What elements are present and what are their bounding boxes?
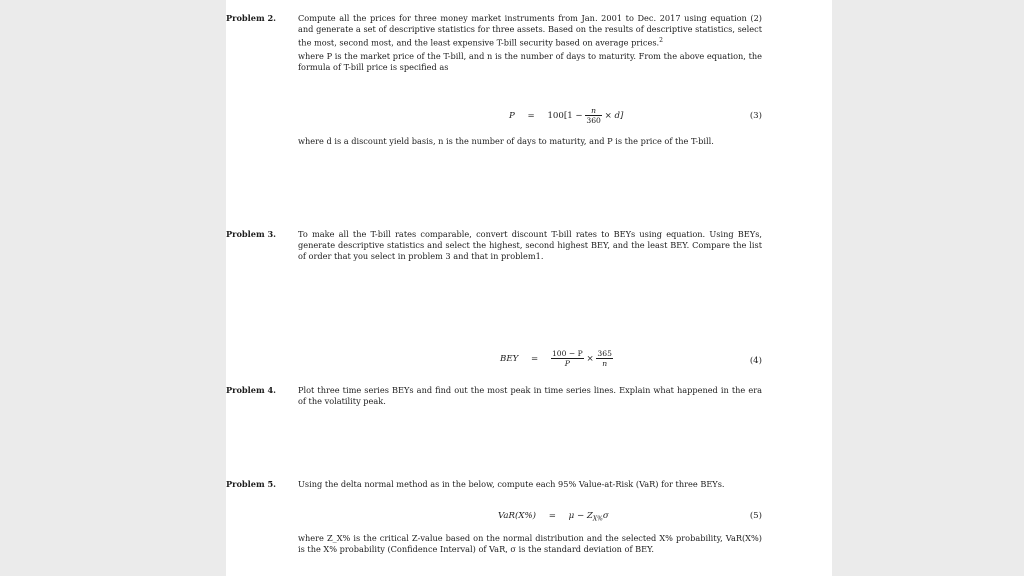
equation-4: BEY = $\frac{100 - P}{P}$ × $\frac{365}{n}$ — [500, 349, 612, 368]
problem-5-after — [298, 533, 762, 555]
problem-2-where-text: where P is the market price of the T-bill, and n is the number of days to maturity. From the above equation, the formula of T-bill price is specified as — [298, 50, 762, 72]
problem-2-definition-text: where d is a discount yield basis, n is the number of days to maturity, and P is the price of the T-bill. — [298, 136, 714, 146]
problem-4 — [226, 385, 762, 407]
footnote-marker: 2 — [659, 37, 663, 44]
document-page — [226, 0, 832, 576]
problem-3-text: To make all the T-bill rates comparable, convert discount T-bill rates to BEYs using equation. Using BEYs, generate descriptive statistics and select the highest, second highest BEY, and the least BEY. Compare the list of order that you select in problem 3 and that in problem1. — [298, 229, 762, 261]
equation-3-number: (3) — [749, 111, 762, 121]
problem-4-text: Plot three time series BEYs and find out the most peak in time series lines. Explain what happened in the era of the volatility peak. — [298, 385, 762, 406]
problem-4-label: Problem 4. — [226, 385, 277, 395]
problem-2-after — [298, 136, 762, 147]
problem-2-text: Compute all the prices for three money market instruments from Jan. 2001 to Dec. 2017 using equation (2) and generate a set of descriptive statistics for three assets. Based on the results of descriptive statistics, select the most, second most, and the least expensive T-bill security based on average prices.$^2$ — [298, 13, 762, 48]
equation-5: $VaR(X\%) = \mu - Z_{X\%}\sigma$ — [498, 511, 609, 523]
problem-5-label: Problem 5. — [226, 479, 277, 489]
problem-3 — [226, 229, 762, 262]
problem-5-text: Using the delta normal method as in the below, compute each 95% Value-at-Risk (VaR) for three BEYs. — [298, 479, 725, 489]
problem-3-label: Problem 3. — [226, 229, 277, 239]
problem-5-definition-text: where Z_X% is the critical Z-value based on the normal distribution and the selected X% probability, VaR(X%) is the X% probability (Confidence Interval) of VaR, σ is the standard deviation of BEY. — [298, 533, 762, 554]
problem-2-label: Problem 2. — [226, 13, 277, 23]
problem-2 — [226, 13, 762, 73]
equation-3: P = 100[1 − $\frac{n}{360}$ × d] — [509, 106, 624, 125]
equation-5-number: (5) — [749, 511, 762, 521]
problem-5 — [226, 479, 762, 490]
equation-4-number: (4) — [749, 356, 762, 366]
